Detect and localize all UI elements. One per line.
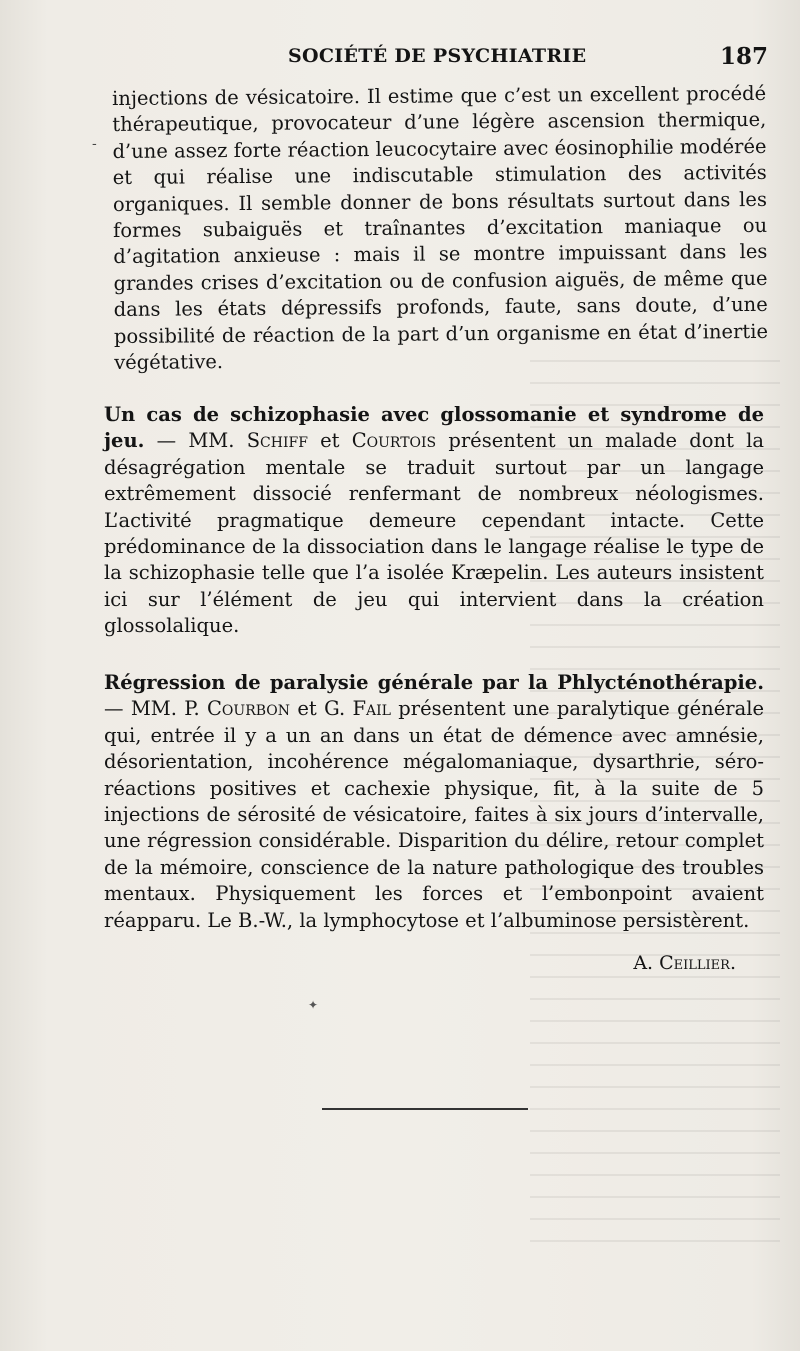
paragraph-body — [104, 670, 764, 934]
author-lead: — MM. P. — [104, 697, 208, 721]
author-name: Fail — [352, 697, 391, 721]
running-head: SOCIÉTÉ DE PSYCHIATRIE — [288, 45, 587, 67]
paragraph-schizophasie — [104, 402, 764, 640]
author-conjunction: et G. — [290, 697, 353, 721]
paragraph-text: injections de vésicatoire. Il estime que c’est un excellent procédé thérapeutique, provocateur d’une légère ascension thermique, d’une assez forte réaction leucocytaire avec éosinophilie modérée et qui réalise une indiscutable stimulation des activités organiques. Il semble donner de bons résultats surtout dans les formes subaiguës et traînantes d’excitation maniaque ou d’agitation anxieuse : mais il se montre impuissant dans les grandes crises d’excitation ou de confusion aiguës, de même que dans les états dépressifs profonds, faute, sans doute, d’une possibilité de réaction de la part d’un organisme en état d’inertie végétative. — [112, 81, 769, 375]
author-conjunction: et — [307, 429, 352, 453]
paragraph-paralysie — [104, 670, 764, 934]
author-name: Courbon — [207, 697, 291, 721]
paragraph-text: présentent une paralytique générale qui, entrée il y a un an dans un état de démence avec amnésie, désorientation, incohérence mégalomaniaque, dysarthrie, séro-réactions positives et cachexie physique, fit, à la suite de 5 injections de sérosité de vésicatoire, faites à six jours d’intervalle, une régression considérable. Disparition du délire, retour complet de la mémoire, conscience de la nature pathologique des troubles mentaux. Physiquement les forces et l’embonpoint avaient réapparu. Le B.-W., la lymphocytose et l’albuminose persistèrent. — [104, 697, 764, 932]
author-name: Courtois — [351, 429, 437, 453]
page-number: 187 — [719, 43, 768, 70]
author-name: Schiff — [246, 429, 308, 453]
paragraph-text: présentent un malade dont la désagrégation mentale se traduit surtout par un langage extrêmement dissocié renfermant de nombreux néologismes. L’activité pragmatique demeure cependant intacte. Cette prédominance de la dissociation dans le langage réalise le type de la schizophasie telle que l’a isolée Kræpelin. Les auteurs insistent ici sur l’élément de jeu qui intervient dans la création glossolalique. — [104, 429, 764, 638]
author-signature: A. Ceillier. — [633, 952, 736, 974]
ornament-mark: ✦ — [308, 998, 319, 1012]
section-divider-rule — [322, 1108, 528, 1110]
section-title: Un cas de schizophasie avec glossomanie et syndrome de jeu. — [104, 403, 764, 453]
author-lead: — MM. — [144, 429, 247, 453]
section-title: Régression de paralysie générale par la Phlycténothérapie. — [104, 671, 764, 694]
paragraph-continuation — [112, 81, 768, 377]
margin-mark: - — [92, 136, 97, 152]
page-header — [0, 45, 800, 75]
paragraph-body — [104, 402, 764, 640]
